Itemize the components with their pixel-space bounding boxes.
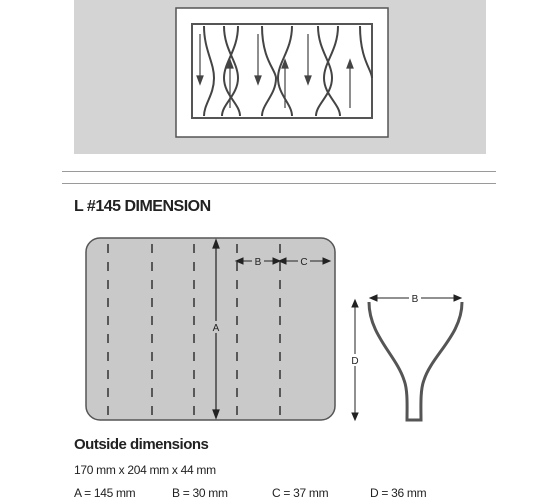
label-a: A <box>212 323 220 334</box>
measurement-c: C = 37 mm <box>272 486 329 500</box>
label-b-tray: B <box>254 257 262 268</box>
flow-diagram <box>0 0 560 160</box>
measurement-b: B = 30 mm <box>172 486 228 500</box>
outside-dimensions-value: 170 mm x 204 mm x 44 mm <box>74 463 216 477</box>
outside-dimensions-heading: Outside dimensions <box>74 436 209 453</box>
profile-outline <box>369 302 462 420</box>
measurement-a: A = 145 mm <box>74 486 136 500</box>
divider-line <box>62 183 496 184</box>
label-b-profile: B <box>411 294 419 305</box>
dimension-diagram <box>0 230 560 430</box>
label-c: C <box>300 257 308 268</box>
diagram-inner-frame <box>192 24 372 118</box>
measurement-d: D = 36 mm <box>370 486 427 500</box>
label-d: D <box>351 356 359 367</box>
page-title: L #145 DIMENSION <box>74 198 211 215</box>
divider-line <box>62 171 496 172</box>
tray-outline <box>86 238 335 420</box>
